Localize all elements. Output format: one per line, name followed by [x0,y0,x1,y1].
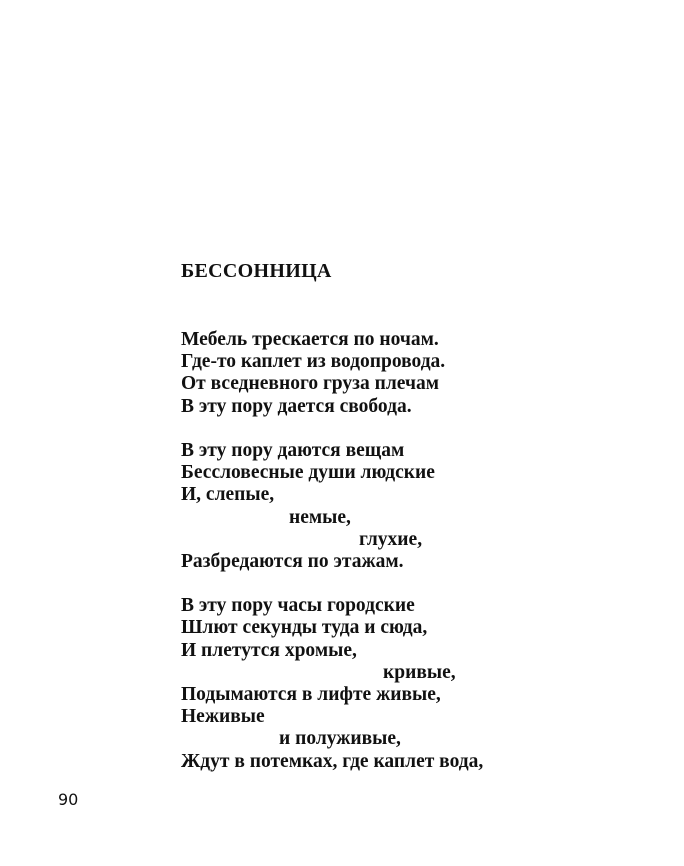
stanza-1 [181,329,601,418]
poem-line-indented: немые, [289,506,351,528]
poem-line: Бессловесные души людские [181,462,435,484]
stanza-break [181,573,601,595]
poem-line: Где-то каплет из водопровода. [181,351,446,373]
poem-line: И плетутся хромые, [181,639,357,661]
poem-line: В эту пору часы городские [181,595,415,617]
poem-line-indented: и полуживые, [279,728,401,750]
stanza-2 [181,440,601,573]
poem-line-indented: кривые, [383,661,456,683]
poem-line: В эту пору даются вещам [181,439,405,461]
stanza-3 [181,595,601,773]
poem-line: Разбредаются по этажам. [181,550,404,572]
poem-line: Неживые [181,706,265,728]
poem-line: И, слепые, [181,484,275,506]
poem-line-indented: глухие, [359,528,423,550]
poem-line: Подымаются в лифте живые, [181,684,441,705]
stanza-break [181,418,601,440]
poem-line: В эту пору дается свобода. [181,395,412,417]
poem-title: БЕССОННИЦА [181,260,332,282]
poem-body [181,329,601,773]
page-number: 90 [58,790,79,809]
poem-line: Ждут в потемках, где каплет вода, [181,750,484,772]
poem-line: Мебель трескается по ночам. [181,329,439,350]
poem-line: От вседневного груза плечам [181,373,439,395]
poem-line: Шлют секунды туда и сюда, [181,617,428,639]
